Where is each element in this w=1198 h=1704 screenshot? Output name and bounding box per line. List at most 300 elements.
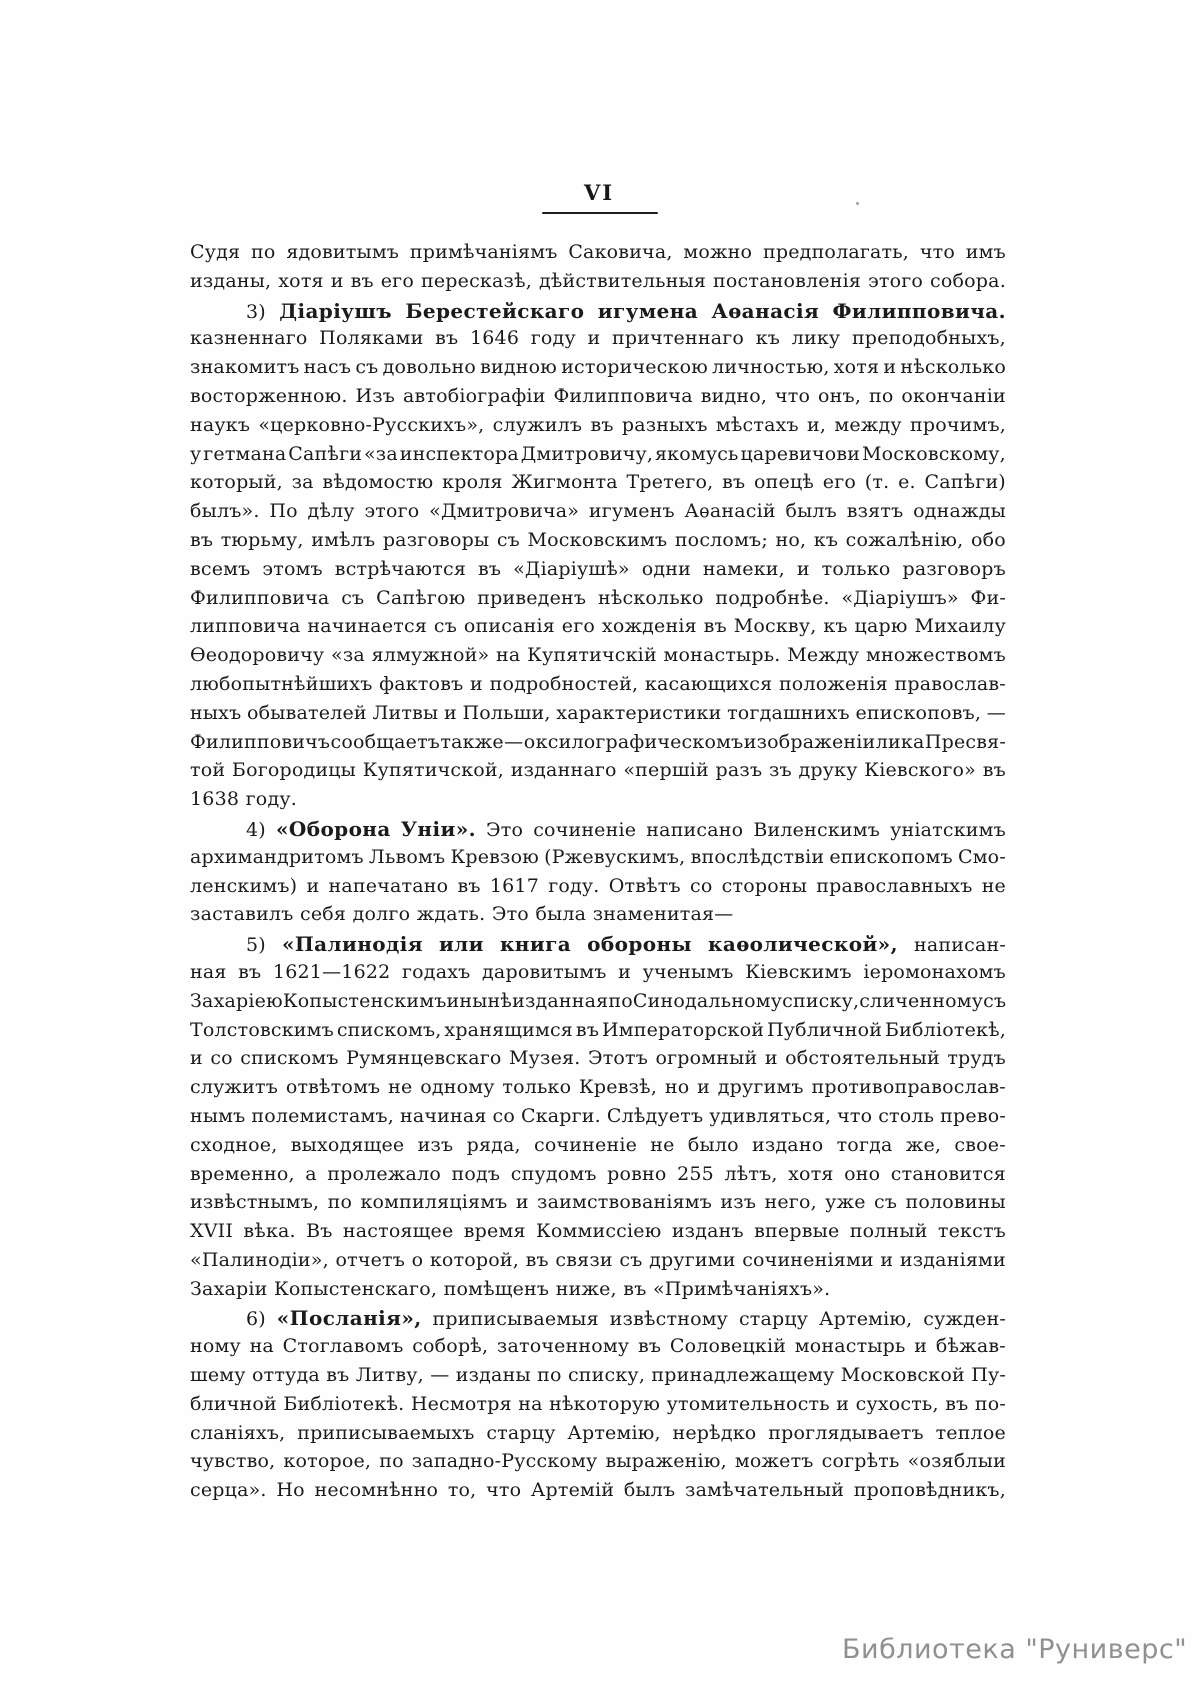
word: Михаилу <box>914 615 1006 638</box>
word: теплое <box>935 1421 1006 1444</box>
text-line <box>190 817 1006 846</box>
word: проповѣдникъ, <box>853 1479 1006 1502</box>
word: Это <box>491 903 529 926</box>
word: Аѳанасій <box>684 500 776 523</box>
word: нынѣ <box>459 989 513 1012</box>
word: и <box>587 327 601 350</box>
word: въ <box>238 960 262 983</box>
word: Литвы <box>372 701 439 724</box>
word: разговоръ <box>902 557 1006 580</box>
bold-word: Аѳанасія <box>711 298 820 323</box>
word: хотя <box>788 1162 834 1185</box>
word: «першій <box>623 759 709 782</box>
word: Сапѣгою <box>376 586 466 609</box>
word: противоправослав- <box>811 1076 1006 1099</box>
word: изданнаго <box>510 759 617 782</box>
word: въ <box>477 557 502 580</box>
word: множествомъ <box>865 644 1006 667</box>
word: ниже, <box>555 1277 617 1300</box>
word: спудомъ <box>510 1162 597 1185</box>
word: Музея. <box>509 1047 581 1070</box>
word: Между <box>787 644 860 667</box>
word: Филипповича <box>553 384 693 407</box>
word: однажды <box>913 500 1006 523</box>
word: за <box>291 471 314 494</box>
word: Кревзою <box>450 845 540 868</box>
word: положенія <box>778 672 888 695</box>
text-line <box>190 270 1006 299</box>
word: по <box>868 384 894 407</box>
word: сходное, <box>190 1133 278 1156</box>
text-line <box>190 529 1006 558</box>
word: въ <box>350 269 374 292</box>
word: на <box>495 644 521 667</box>
word: списку, <box>782 989 860 1012</box>
word: временно, <box>190 1162 295 1185</box>
word: дѣлу <box>307 500 355 523</box>
word: Толстовскимъ <box>190 1018 334 1041</box>
word: подробностей, <box>489 672 639 695</box>
word: Саковича, <box>568 241 673 263</box>
word: шему <box>190 1364 246 1387</box>
word: въ <box>435 327 459 350</box>
word: и <box>796 557 810 580</box>
word: лику <box>791 327 841 350</box>
page-number: VI <box>583 180 615 205</box>
word: одни <box>641 557 691 580</box>
word: служилъ <box>492 413 583 436</box>
word: сухость, <box>855 1392 939 1415</box>
text-line <box>190 1163 1006 1192</box>
header-rule <box>542 212 658 214</box>
word: къ <box>813 528 839 551</box>
word: «Дмитровича» <box>429 500 580 523</box>
word: Копыстенскаго, <box>274 1277 438 1300</box>
word: іеромонахомъ <box>863 960 1006 983</box>
word: со <box>210 1047 233 1070</box>
text-line <box>190 1278 1006 1307</box>
word: въ <box>623 1277 647 1300</box>
word: разъ <box>715 759 763 782</box>
word: принадлежащему <box>651 1364 835 1387</box>
word: 1646 <box>469 327 520 350</box>
bold-word: книга <box>499 932 572 957</box>
word: е. <box>898 471 916 494</box>
word: съ <box>433 615 458 638</box>
word: довольно <box>382 356 476 379</box>
word: Виленскимъ <box>753 818 881 841</box>
word: тюрьму, <box>220 528 304 551</box>
word: и <box>190 1047 203 1070</box>
word: впослѣдствіи <box>690 845 825 868</box>
word: якомусь <box>654 442 739 465</box>
word: только <box>821 557 891 580</box>
word: намеки, <box>702 557 785 580</box>
word: липповича <box>190 615 301 638</box>
word: изображеніи <box>743 730 876 753</box>
word: Захаріею <box>190 989 283 1012</box>
word: епископовъ, <box>855 701 982 724</box>
word: къ <box>755 327 781 350</box>
word: и <box>515 1191 529 1214</box>
word: и <box>883 356 897 379</box>
scan-speck <box>856 202 859 205</box>
word: начиная <box>399 1104 487 1127</box>
word: согрѣть <box>821 1450 900 1473</box>
word: его <box>561 615 596 638</box>
text-line <box>190 385 1006 414</box>
word: этомъ <box>262 557 323 580</box>
word: касающихся <box>644 672 773 695</box>
word: свое- <box>954 1133 1006 1156</box>
word: «Палинодіи», <box>190 1248 329 1271</box>
word: сожалѣнію, <box>845 528 964 551</box>
word: и <box>880 1248 894 1271</box>
word: былъ <box>785 500 837 523</box>
word: (т. <box>864 471 890 494</box>
word: ровно <box>607 1162 667 1185</box>
word: епископомъ <box>829 845 953 868</box>
word: текстъ <box>937 1220 1006 1243</box>
word: Москву, <box>733 615 817 638</box>
word: тогдашнихъ <box>727 701 850 724</box>
word: можетъ <box>734 1450 814 1473</box>
word: проглядываетъ <box>768 1421 924 1444</box>
word: имъ <box>965 241 1006 263</box>
word: и <box>330 269 344 292</box>
word: но, <box>775 528 807 551</box>
word: и <box>836 1392 850 1415</box>
word: его <box>822 471 857 494</box>
word: настоящее <box>342 1220 454 1243</box>
word: о <box>523 730 536 753</box>
word: имѣлъ <box>311 528 376 551</box>
text-line <box>190 644 1006 673</box>
word: въ <box>945 1392 969 1415</box>
word: изданная <box>512 989 609 1012</box>
word: наукъ <box>190 413 251 436</box>
word: — <box>986 701 1006 724</box>
word: инспектора <box>399 442 519 465</box>
word: Польши, <box>462 701 551 724</box>
word: Литву, <box>355 1364 424 1387</box>
word: Публичной <box>767 1018 883 1041</box>
word: заставилъ <box>190 903 294 926</box>
word: напечатано <box>328 874 449 897</box>
word: монастырь. <box>663 644 781 667</box>
word: Филипповичъ <box>190 730 331 753</box>
word: Соловецкій <box>669 1335 787 1358</box>
word: лика <box>875 730 925 753</box>
word: автобіографіи <box>402 384 546 407</box>
text-line <box>190 587 1006 616</box>
word: изъ <box>417 1133 454 1156</box>
word: полемистамъ, <box>251 1104 395 1127</box>
word: соборѣ, <box>412 1335 489 1358</box>
word: изданіями <box>899 1248 1006 1271</box>
word: нѣсколько <box>597 586 704 609</box>
word: что <box>919 241 955 263</box>
word: съ <box>496 528 520 551</box>
text-line <box>190 356 1006 385</box>
bold-word: или <box>438 932 484 957</box>
word: и <box>618 960 631 983</box>
text-line <box>190 1393 1006 1422</box>
word: насъ <box>303 356 352 379</box>
bold-word: «Посланія», <box>276 1306 422 1331</box>
word: описанія <box>463 615 555 638</box>
bold-word: Берестейскаго <box>405 298 585 323</box>
word: по <box>327 1191 353 1214</box>
bold-word: игумена <box>597 298 699 323</box>
word: — <box>504 730 524 753</box>
text-line <box>190 471 1006 500</box>
word: характеристики <box>556 701 722 724</box>
word: подробнѣе. <box>715 586 830 609</box>
text-line <box>190 500 1006 529</box>
word: написано <box>646 818 744 841</box>
word: Но <box>276 1479 305 1502</box>
word: Купятичскій <box>527 644 657 667</box>
word: хожденія <box>601 615 697 638</box>
word: обо <box>970 528 1006 551</box>
word: разговоры <box>382 528 490 551</box>
word: ная <box>190 960 227 983</box>
word: Богородицы <box>231 759 357 782</box>
word: году. <box>548 874 600 897</box>
word: не <box>981 874 1006 897</box>
word: Артемію, <box>819 1308 913 1331</box>
word: году <box>530 327 576 350</box>
word: ждать. <box>416 903 486 926</box>
word: знакомитъ <box>190 356 300 379</box>
word: заимствованіямъ <box>537 1191 713 1214</box>
word: 1617 <box>489 874 540 897</box>
word: на <box>249 1335 274 1358</box>
text-line <box>190 1191 1006 1220</box>
bold-word: каѳолической», <box>708 932 898 957</box>
word: время <box>463 1220 526 1243</box>
word: православныхъ <box>816 874 973 897</box>
word: и <box>443 701 457 724</box>
word: XVII <box>190 1220 234 1243</box>
word: что <box>486 1479 522 1502</box>
word: по <box>537 1364 562 1387</box>
word: «Діаріушъ» <box>841 586 959 609</box>
word: сочиненіе <box>534 1133 638 1156</box>
word: въ <box>525 1248 549 1271</box>
word: нѣкоторую <box>549 1392 661 1415</box>
word: Несмотря <box>410 1392 512 1415</box>
word: предполагать, <box>763 241 910 263</box>
word: которой, <box>429 1248 520 1271</box>
word: прочимъ, <box>909 413 1006 436</box>
word: Пресвя- <box>924 730 1006 753</box>
word: въ <box>637 1335 662 1358</box>
word: онъ, <box>818 384 862 407</box>
word: причтеннаго <box>611 327 745 350</box>
word: написан- <box>913 934 1006 957</box>
word: той <box>190 759 226 782</box>
word: по <box>379 1450 404 1473</box>
library-watermark: Библиотека "Руниверс" <box>842 1634 1188 1665</box>
word: Это <box>486 818 524 841</box>
word: ленскимъ) <box>190 874 298 897</box>
word: «Примѣчаніяхъ». <box>652 1277 831 1300</box>
word: Кревзѣ, <box>579 1076 658 1099</box>
word: Поляками <box>319 327 424 350</box>
word: Слѣдуетъ <box>606 1104 704 1127</box>
word: извѣстнымъ, <box>190 1191 320 1214</box>
word: между <box>834 413 902 436</box>
word: западно-Русскому <box>411 1450 598 1473</box>
word: Кіевского» <box>864 759 976 782</box>
word: старцу <box>738 1308 809 1331</box>
word: подъ <box>451 1162 501 1185</box>
word: архимандритомъ <box>190 845 364 868</box>
word: личностью, <box>712 356 830 379</box>
bold-word: «Палинодія <box>281 932 423 957</box>
text-line <box>190 788 1006 817</box>
word: постановленія <box>713 269 862 292</box>
word: спискомъ <box>240 1047 339 1070</box>
word: разныхъ <box>621 413 708 436</box>
text-line <box>190 299 1006 328</box>
word: въ <box>722 471 746 494</box>
word: компиляціямъ <box>360 1191 508 1214</box>
word: ялмужной» <box>371 644 490 667</box>
word: Стоглавомъ <box>282 1335 404 1358</box>
word: Кіевскимъ <box>745 960 852 983</box>
word: съ <box>874 1191 898 1214</box>
word: извѣстному <box>609 1308 729 1331</box>
word: и, <box>807 413 827 436</box>
word: который, <box>190 471 283 494</box>
word: Копыстенскимъ <box>282 989 447 1012</box>
word: начинается <box>307 615 428 638</box>
text-line <box>190 1076 1006 1105</box>
word: ученымъ <box>642 960 734 983</box>
word: со <box>492 1104 516 1127</box>
text-line <box>190 875 1006 904</box>
word: одному <box>420 1076 495 1099</box>
word: царю <box>854 615 908 638</box>
word: изъ <box>720 1191 757 1214</box>
word: приписываемыя <box>432 1308 599 1331</box>
bold-word: «Оборона <box>275 816 391 841</box>
word: другимъ <box>717 1076 804 1099</box>
word: служитъ <box>190 1076 279 1099</box>
word: Пу- <box>971 1364 1006 1387</box>
word: можно <box>683 241 753 263</box>
word: казненнаго <box>190 327 308 350</box>
word: Артемію, <box>567 1421 661 1444</box>
text-line <box>190 241 1006 270</box>
word: издано <box>751 1133 824 1156</box>
bold-word: Уніи». <box>400 816 476 841</box>
word: фактовъ <box>379 672 464 695</box>
word: не <box>650 1133 675 1156</box>
word: несомнѣнно <box>314 1479 439 1502</box>
word: 3) <box>246 300 266 323</box>
word: вѣка. <box>243 1220 296 1243</box>
word: Отвѣтъ <box>608 874 681 897</box>
text-line <box>190 1019 1006 1048</box>
text-line <box>190 1335 1006 1364</box>
word: долго <box>352 903 411 926</box>
word: ныхъ <box>190 701 242 724</box>
word: отвѣтомъ <box>285 1076 381 1099</box>
page-text <box>190 241 1006 1508</box>
word: изданы <box>455 1364 531 1387</box>
word: столь <box>878 1104 935 1127</box>
word: съ <box>619 1248 643 1271</box>
word: по- <box>974 1392 1006 1415</box>
word: связи <box>555 1248 613 1271</box>
word: огромный <box>655 1047 758 1070</box>
text-line <box>190 1364 1006 1393</box>
word: «озяблыи <box>907 1450 1006 1473</box>
word: знаменитая— <box>592 903 734 926</box>
word: уніатскимъ <box>890 818 1006 841</box>
word: Библіотекѣ. <box>283 1392 405 1415</box>
word: По <box>269 500 298 523</box>
word: по <box>608 989 633 1012</box>
word: прево- <box>940 1104 1006 1127</box>
word: была <box>535 903 587 926</box>
text-line <box>190 1422 1006 1451</box>
word: преподобныхъ, <box>851 327 1006 350</box>
text-line <box>190 414 1006 443</box>
bold-word: обороны <box>587 932 692 957</box>
word: сочиненіями <box>742 1248 874 1271</box>
word: «за <box>331 644 365 667</box>
word: Львомъ <box>368 845 446 868</box>
word: собора. <box>930 269 1006 292</box>
word: отчетъ <box>335 1248 406 1271</box>
text-line <box>190 1134 1006 1163</box>
word: замѣчательный <box>685 1479 845 1502</box>
word: къ <box>823 615 848 638</box>
word: него, <box>764 1191 817 1214</box>
word: Дмитровичу, <box>520 442 654 465</box>
word: не <box>388 1076 413 1099</box>
word: и <box>306 874 320 897</box>
text-line <box>190 1450 1006 1479</box>
word: впервые <box>754 1220 840 1243</box>
word: (Ржевускимъ, <box>544 845 686 868</box>
word: съ <box>983 989 1007 1012</box>
word: этого <box>364 500 420 523</box>
text-line <box>190 615 1006 644</box>
word: съ <box>355 356 379 379</box>
word: бличной <box>190 1392 277 1415</box>
word: монастырь <box>794 1335 906 1358</box>
text-line <box>190 961 1006 990</box>
word: Московскому, <box>861 442 1006 465</box>
word: Третего, <box>626 471 714 494</box>
word: списку, <box>567 1364 646 1387</box>
word: 5) <box>246 934 266 957</box>
text-line <box>190 1479 1006 1508</box>
word: примѣчаніямъ <box>409 241 558 263</box>
word: году. <box>245 788 297 811</box>
word: Смо- <box>957 845 1006 868</box>
text-line <box>190 990 1006 1019</box>
word: Московскимъ <box>527 528 668 551</box>
word: что <box>775 384 811 407</box>
word: старцу <box>486 1421 556 1444</box>
